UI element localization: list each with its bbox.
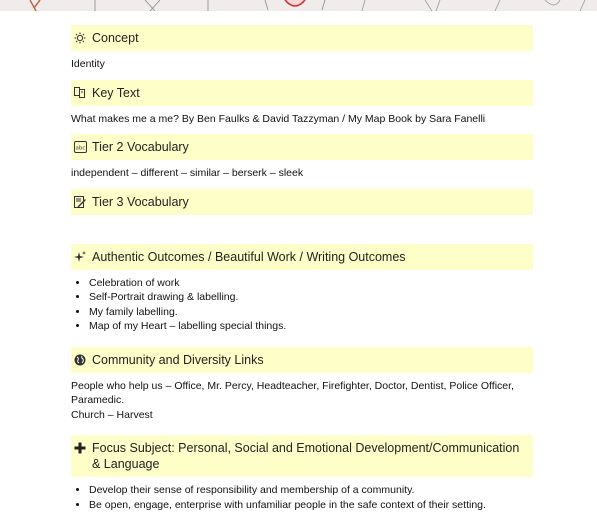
memo-icon bbox=[73, 194, 87, 210]
section-heading-concept bbox=[71, 25, 533, 51]
sparkles-icon bbox=[73, 249, 87, 265]
section-body-empty bbox=[71, 215, 533, 239]
section-heading-focus-subject bbox=[71, 435, 533, 477]
section-heading-community-links bbox=[71, 347, 533, 373]
list-item: • Develop their sense of responsibility and membership of a community. bbox=[89, 483, 533, 498]
section-body: independent – different – similar – berserk – sleek bbox=[71, 167, 304, 179]
body-line: Church – Harvest bbox=[71, 408, 153, 421]
section-heading-key-text bbox=[71, 80, 533, 106]
list-item: • Self-Portrait drawing & labelling. bbox=[89, 290, 533, 305]
outcomes-list bbox=[71, 276, 533, 334]
section-body: Identity bbox=[71, 58, 105, 70]
globe-icon bbox=[73, 352, 87, 368]
section-title: Tier 2 Vocabulary bbox=[92, 140, 189, 154]
section-title: Authentic Outcomes / Beautiful Work / Writing Outcomes bbox=[92, 249, 406, 264]
section-body bbox=[71, 373, 533, 431]
abc-icon bbox=[73, 139, 87, 155]
section-body: What makes me a me? By Ben Faulks & David Tazzyman / My Map Book by Sara Fanelli bbox=[71, 112, 486, 125]
plus-icon bbox=[73, 440, 87, 456]
section-title: Concept bbox=[92, 31, 139, 45]
section-title: Focus Subject: Personal, Social and Emotional Development/Communication & Language bbox=[92, 441, 520, 471]
svg-text:abc: abc bbox=[75, 145, 85, 152]
list-item: • Be open, engage, enterprise with unfamiliar people in the safe context of their setting. bbox=[89, 498, 533, 513]
section-title: Community and Diversity Links bbox=[92, 352, 264, 367]
section-heading-tier-2-vocabulary bbox=[71, 134, 533, 160]
body-line: People who help us – Office, Mr. Percy, Headteacher, Firefighter, Doctor, Dentist, Police Officer, Paramedic. bbox=[71, 379, 514, 406]
planning-document bbox=[71, 25, 533, 520]
section-heading-tier-3-vocabulary bbox=[71, 189, 533, 215]
focus-list bbox=[71, 483, 533, 512]
section-body bbox=[71, 270, 533, 342]
books-icon bbox=[73, 85, 87, 101]
list-item: • Celebration of work bbox=[89, 276, 533, 291]
list-item: • My family labelling. bbox=[89, 305, 533, 320]
list-item: • Map of my Heart – labelling special things. bbox=[89, 319, 533, 334]
section-body bbox=[71, 477, 533, 520]
section-title: Key Text bbox=[92, 85, 140, 100]
section-title: Tier 3 Vocabulary bbox=[92, 194, 189, 209]
section-heading-authentic-outcomes bbox=[71, 244, 533, 270]
header-illustration bbox=[0, 0, 597, 11]
sun-icon bbox=[73, 30, 87, 46]
